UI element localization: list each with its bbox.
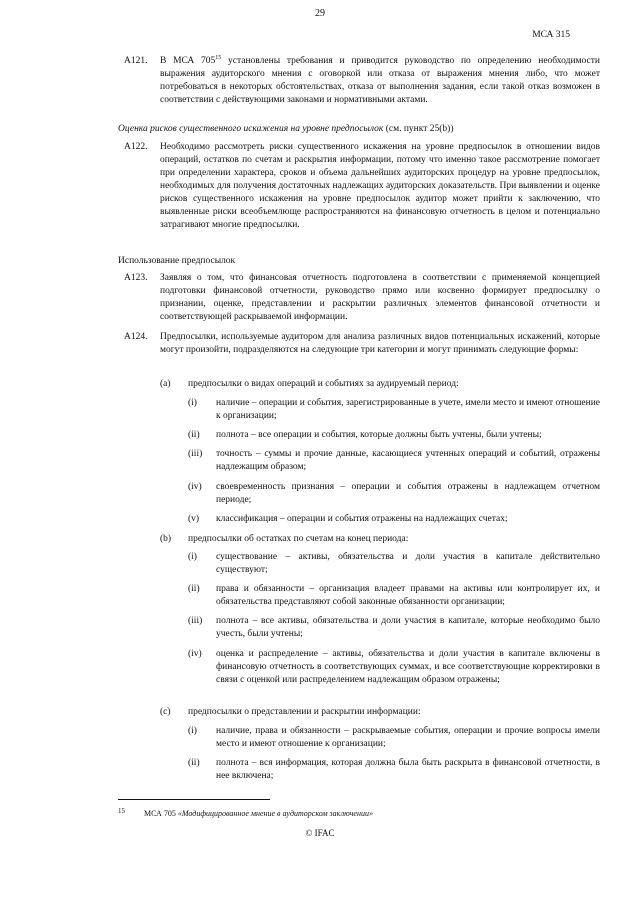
list-item: наличие – операции и события, зарегистрированные в учете, имели место и имеют отношение к организации;: [216, 398, 600, 421]
list-item-label: (i): [188, 398, 197, 408]
footnote-ref-15[interactable]: 15: [215, 54, 222, 61]
list-item-label: (i): [188, 726, 197, 736]
list-item: точность – суммы и прочие данные, касающиеся учтенных операций и событий, отражены надлежащим образом;: [216, 449, 600, 472]
list-item-label: (ii): [188, 430, 200, 440]
footnote-number: 15: [118, 807, 125, 815]
paragraph-a121: [160, 55, 600, 107]
standard-code: МСА 315: [532, 30, 570, 40]
section-heading-use-of-assertions: Использование предпосылок: [118, 256, 236, 266]
heading-italic-part: Оценка рисков существенного искажения на уровне предпосылок: [118, 124, 384, 134]
a121-text-before: В МСА 705: [160, 56, 216, 66]
list-item: классификация – операции и события отражены на надлежащих счетах;: [216, 514, 508, 524]
list-item-label: (iv): [188, 649, 202, 659]
paragraph-number-a123: A123.: [124, 273, 148, 283]
list-c-text: предпосылки о представлении и раскрытии информации:: [188, 707, 421, 717]
list-a-label: (a): [160, 379, 171, 389]
list-item: своевременность признания – операции и события отражены в надлежащем отчетном периоде;: [216, 482, 600, 505]
list-item-label: (i): [188, 552, 197, 562]
list-c-label: (c): [160, 707, 171, 717]
list-item: полнота – все активы, обязательства и доли участия в капитале, которые необходимо было учесть, были учтены;: [216, 616, 600, 639]
list-item: оценка и распределение – активы, обязательства и доли участия в капитале включены в финансовую отчетность в соответствующих суммах, и все соответствующие корректировки в связи с оценкой или распределением надлежащим образом отражены;: [216, 649, 600, 685]
list-b-text: предпосылки об остатках по счетам на конец периода:: [188, 534, 409, 544]
list-item: права и обязанности – организация владеет правами на активы или контролирует их, и обязательства представляют собой законные обязанности организации;: [216, 584, 600, 607]
page-number: 29: [315, 8, 325, 19]
list-item-label: (iii): [188, 616, 203, 626]
paragraph-a123: Заявляя о том, что финансовая отчетность подготовлена в соответствии с применяемой концепцией подготовки финансовой отчетности, руководство прямо или косвенно формирует предпосылку о признании, оценке, представлении и раскрытии различных элементов финансовой отчетности и соответствующей раскрываемой информации.: [160, 273, 600, 322]
list-item: наличие, права и обязанности – раскрываемые события, операции и прочие вопросы имели место и имеют отношение к организации;: [216, 726, 600, 749]
footnote-text-italic: «Модифицированное мнение в аудиторском заключении»: [177, 809, 373, 818]
footnote-divider: [118, 799, 270, 800]
paragraph-number-a121: A121.: [124, 56, 148, 66]
list-item-label: (ii): [188, 758, 200, 768]
heading-reference: (см. пункт 25(b)): [383, 124, 454, 134]
paragraph-number-a122: A122.: [124, 142, 148, 152]
list-item-label: (v): [188, 514, 200, 524]
list-item: существование – активы, обязательства и доли участия в капитале действительно существуют;: [216, 552, 600, 575]
list-a-text: предпосылки о видах операций и событиях за аудируемый период:: [188, 379, 459, 389]
footnote-text-plain: МСА 705: [144, 809, 178, 818]
list-b-label: (b): [160, 534, 172, 544]
paragraph-number-a124: A124.: [124, 332, 148, 342]
paragraph-a122: Необходимо рассмотреть риски существенного искажения на уровне предпосылок в отношении видов операций, остатков по счетам и раскрытия информации, потому что именно такое рассмотрение помогает при определении характера, сроков и объема дальнейших аудиторских процедур на уровне предпосылок, необходимых для получения достаточных надлежащих аудиторских доказательств. При выявлении и оценке рисков существенного искажения на уровне предпосылок аудитор может прийти к заключению, что выявленные риски всеобъемлюще распространяются на финансовую отчетность в целом и потенциально затрагивают многие предпосылки.: [160, 142, 600, 230]
a121-text-after: установлены требования и приводится руководство по определению необходимости выражения аудиторского мнения с оговоркой или отказа от выражения мнения либо, что может потребоваться в некоторых обстоятельствах, отказа от выполнения задания, если такой отказ возможен в соответствии с действующими законами и нормативными актами.: [160, 56, 600, 105]
list-item-label: (ii): [188, 584, 200, 594]
page-footer: © IFAC: [305, 828, 335, 838]
list-item-label: (iii): [188, 449, 203, 459]
section-heading-risk-assessment: [118, 123, 600, 136]
footnote-text: [144, 809, 373, 818]
list-item: полнота – все операции и события, которые должны быть учтены, были учтены;: [216, 430, 542, 440]
paragraph-a124: Предпосылки, используемые аудитором для анализа различных видов потенциальных искажений, которые могут произойти, подразделяются на следующие три категории и могут принимать следующие формы:: [160, 332, 600, 355]
list-item: полнота – вся информация, которая должна была быть раскрыта в финансовой отчетности, в нее включена;: [216, 758, 600, 781]
list-item-label: (iv): [188, 482, 202, 492]
